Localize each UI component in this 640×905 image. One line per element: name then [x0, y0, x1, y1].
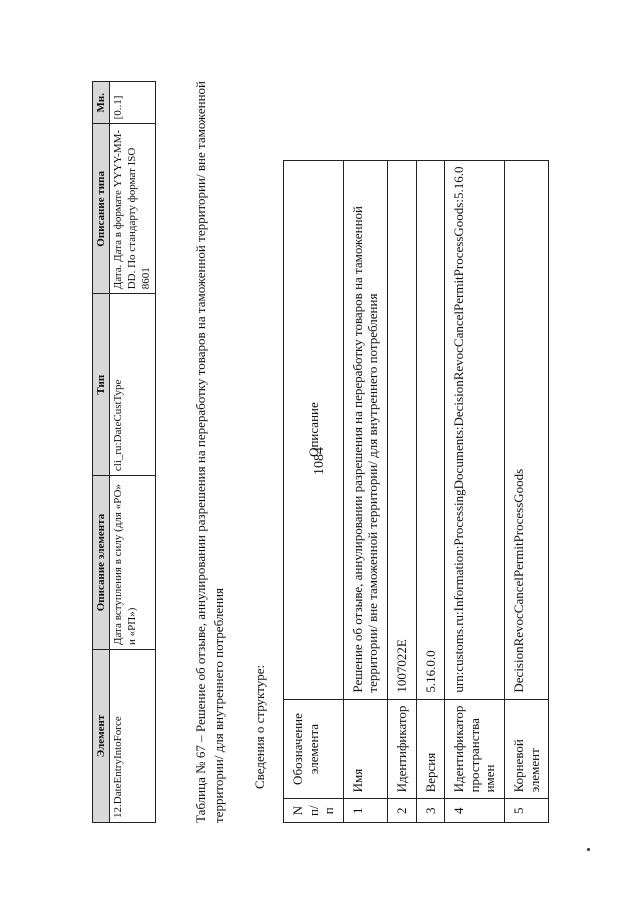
row-name: Идентификатор пространства имен: [445, 699, 505, 799]
row-value: urn:customs.ru:Information:ProcessingDocuments:DecisionRevocCancelPermitProcessGoods:5.16.0: [445, 160, 505, 699]
table-row: [416, 160, 445, 822]
header-number: N п/п: [284, 799, 344, 823]
table-row: [110, 82, 156, 823]
row-name: Корневой элемент: [504, 699, 548, 799]
structure-intro: Сведения о структуре:: [252, 664, 267, 789]
row-number: 2: [387, 799, 416, 823]
row-number: 3: [416, 799, 445, 823]
cell-description: Дата вступления в силу (для «РО» и «РП»): [110, 476, 156, 650]
row-name: Идентификатор: [387, 699, 416, 799]
element-table: [92, 81, 156, 823]
header-element-description: Описание элемента: [93, 476, 110, 650]
scan-speck: [587, 848, 590, 851]
header-type: Тип: [93, 294, 110, 476]
cell-element: 12.DateEntryIntoForce: [110, 649, 156, 822]
row-number: 1: [343, 799, 387, 823]
table-header-row: [93, 82, 110, 823]
header-type-description: Описание типа: [93, 124, 110, 294]
row-value: 1007022E: [387, 160, 416, 699]
cell-multiplicity: [0..1]: [110, 82, 156, 124]
page-number: 1084: [312, 447, 327, 475]
table-row: [445, 160, 505, 822]
table-row: [387, 160, 416, 822]
header-multiplicity: Мн.: [93, 82, 110, 124]
row-name: Версия: [416, 699, 445, 799]
header-element: Элемент: [93, 649, 110, 822]
header-designation: Обозначение элемента: [284, 699, 344, 799]
cell-type: cli_ru:DateCustType: [110, 294, 156, 476]
table-row: [343, 160, 387, 822]
row-number: 5: [504, 799, 548, 823]
table-row: [504, 160, 548, 822]
structure-header-row: [284, 160, 344, 822]
row-value: DecisionRevocCancelPermitProcessGoods: [504, 160, 548, 699]
row-value: 5.16.0.0: [416, 160, 445, 699]
table-caption: Таблица № 67 – Решение об отзыве, аннулировании разрешения на переработку товаров на таможенной территории/ вне таможенной территории/ для внутреннего потребления: [193, 81, 227, 823]
cell-type-description: Дата. Дата в формате YYYY-MM-DD. По стандарту формат ISO 8601: [110, 124, 156, 294]
row-value: Решение об отзыве, аннулировании разрешения на переработку товаров на таможенной территории/ вне таможенной территории/ для внутреннего потребления: [343, 160, 387, 699]
header-description: Описание: [284, 160, 344, 699]
row-number: 4: [445, 799, 505, 823]
structure-table: [283, 160, 549, 823]
row-name: Имя: [343, 699, 387, 799]
